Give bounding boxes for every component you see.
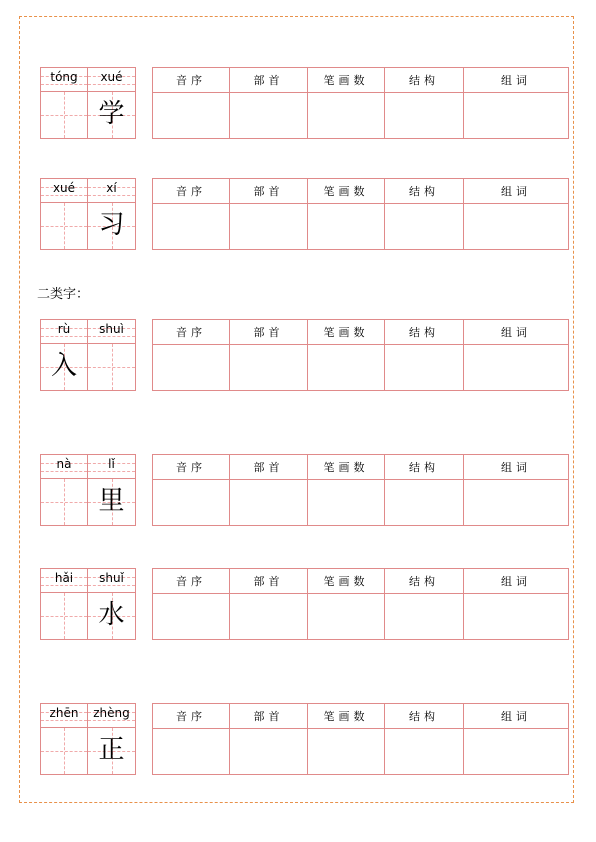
info-header-cell: 组词: [464, 68, 569, 93]
hanzi-box: [41, 593, 87, 639]
info-header-cell: 笔画数: [308, 320, 385, 345]
answer-cell[interactable]: [153, 594, 230, 640]
info-header-cell: 结构: [385, 68, 464, 93]
answer-cell[interactable]: [308, 480, 385, 526]
hanzi-text: 里: [98, 486, 125, 516]
pinyin-text: shuì: [99, 322, 124, 336]
hanzi-text: 入: [50, 351, 77, 381]
answer-cell[interactable]: [230, 480, 308, 526]
answer-cell[interactable]: [464, 345, 569, 391]
answer-cell[interactable]: [385, 594, 464, 640]
answer-cell[interactable]: [308, 729, 385, 775]
tianzige-grid: [40, 67, 136, 139]
info-header-row: [153, 179, 569, 204]
info-header-cell: 笔画数: [308, 704, 385, 729]
hanzi-box: [41, 344, 87, 390]
tianzige-grid: [40, 178, 136, 250]
hanzi-text: 正: [98, 735, 125, 765]
pinyin-box: [88, 569, 135, 593]
pinyin-text: zhēn: [49, 706, 79, 720]
pinyin-text: xí: [106, 181, 117, 195]
pinyin-box: [88, 179, 135, 203]
pinyin-box: [41, 68, 87, 92]
info-header-cell: 结构: [385, 569, 464, 594]
info-header-cell: 音序: [153, 68, 230, 93]
char-cell: [88, 455, 135, 525]
char-cell: [88, 68, 135, 138]
info-header-cell: 音序: [153, 704, 230, 729]
info-header-cell: 组词: [464, 179, 569, 204]
info-answer-row: [153, 594, 569, 640]
info-answer-row: [153, 204, 569, 250]
info-table: [152, 454, 569, 526]
answer-cell[interactable]: [464, 480, 569, 526]
info-header-cell: 部首: [230, 455, 308, 480]
answer-cell[interactable]: [464, 204, 569, 250]
info-header-cell: 结构: [385, 179, 464, 204]
tianzige-grid: [40, 454, 136, 526]
info-answer-row: [153, 729, 569, 775]
hanzi-box: [41, 203, 87, 249]
answer-cell[interactable]: [153, 729, 230, 775]
info-header-cell: 组词: [464, 455, 569, 480]
answer-cell[interactable]: [153, 345, 230, 391]
info-header-cell: 部首: [230, 704, 308, 729]
answer-cell[interactable]: [230, 594, 308, 640]
pinyin-text: hǎi: [54, 571, 74, 585]
answer-cell[interactable]: [230, 93, 308, 139]
pinyin-text: shuǐ: [99, 571, 124, 585]
pinyin-text: zhèng: [93, 706, 130, 720]
answer-cell[interactable]: [385, 204, 464, 250]
info-header-cell: 音序: [153, 569, 230, 594]
info-header-cell: 部首: [230, 179, 308, 204]
answer-cell[interactable]: [385, 345, 464, 391]
char-cell: [41, 455, 88, 525]
info-header-cell: 音序: [153, 320, 230, 345]
answer-cell[interactable]: [308, 345, 385, 391]
info-header-cell: 笔画数: [308, 455, 385, 480]
info-header-cell: 部首: [230, 320, 308, 345]
char-cell: [88, 569, 135, 639]
answer-cell[interactable]: [464, 729, 569, 775]
info-table: [152, 568, 569, 640]
info-table: [152, 319, 569, 391]
answer-cell[interactable]: [308, 594, 385, 640]
answer-cell[interactable]: [230, 204, 308, 250]
info-answer-row: [153, 345, 569, 391]
char-cell: [88, 320, 135, 390]
hanzi-box: [88, 344, 135, 390]
info-header-cell: 组词: [464, 320, 569, 345]
info-table: [152, 703, 569, 775]
info-header-cell: 部首: [230, 569, 308, 594]
pinyin-box: [41, 455, 87, 479]
info-header-row: [153, 455, 569, 480]
answer-cell[interactable]: [308, 93, 385, 139]
hanzi-box: [88, 728, 135, 774]
info-header-cell: 笔画数: [308, 179, 385, 204]
info-table: [152, 67, 569, 139]
hanzi-box: [88, 593, 135, 639]
info-header-row: [153, 68, 569, 93]
answer-cell[interactable]: [385, 93, 464, 139]
info-header-cell: 结构: [385, 455, 464, 480]
pinyin-box: [88, 704, 135, 728]
info-answer-row: [153, 480, 569, 526]
pinyin-box: [88, 455, 135, 479]
entry-row: [0, 67, 596, 141]
info-header-row: [153, 320, 569, 345]
tianzige-grid: [40, 319, 136, 391]
answer-cell[interactable]: [230, 729, 308, 775]
answer-cell[interactable]: [308, 204, 385, 250]
entry-row: [0, 703, 596, 777]
answer-cell[interactable]: [153, 204, 230, 250]
entry-row: [0, 178, 596, 252]
char-cell: [88, 704, 135, 774]
info-header-row: [153, 704, 569, 729]
pinyin-text: xué: [52, 181, 76, 195]
pinyin-text: nà: [56, 457, 72, 471]
pinyin-text: rù: [57, 322, 71, 336]
info-header-cell: 笔画数: [308, 569, 385, 594]
pinyin-text: xué: [100, 70, 123, 84]
info-header-cell: 结构: [385, 320, 464, 345]
hanzi-text: 学: [98, 99, 125, 129]
pinyin-box: [41, 704, 87, 728]
info-table: [152, 178, 569, 250]
info-header-cell: 音序: [153, 179, 230, 204]
hanzi-box: [88, 203, 135, 249]
tianzige-grid: [40, 703, 136, 775]
answer-cell[interactable]: [153, 93, 230, 139]
hanzi-box: [41, 479, 87, 525]
pinyin-box: [88, 68, 135, 92]
answer-cell[interactable]: [464, 594, 569, 640]
entry-row: [0, 454, 596, 528]
tianzige-grid: [40, 568, 136, 640]
hanzi-box: [88, 479, 135, 525]
info-header-cell: 结构: [385, 704, 464, 729]
pinyin-box: [88, 320, 135, 344]
info-answer-row: [153, 93, 569, 139]
hanzi-text: 水: [98, 600, 125, 630]
hanzi-box: [88, 92, 135, 138]
hanzi-box: [41, 92, 87, 138]
entry-row: [0, 568, 596, 642]
char-cell: [41, 704, 88, 774]
pinyin-text: tóng: [50, 70, 78, 84]
info-header-cell: 组词: [464, 569, 569, 594]
info-header-cell: 笔画数: [308, 68, 385, 93]
char-cell: [41, 68, 88, 138]
info-header-row: [153, 569, 569, 594]
char-cell: [41, 179, 88, 249]
info-header-cell: 音序: [153, 455, 230, 480]
char-cell: [41, 320, 88, 390]
answer-cell[interactable]: [230, 345, 308, 391]
hanzi-box: [41, 728, 87, 774]
pinyin-box: [41, 179, 87, 203]
answer-cell[interactable]: [464, 93, 569, 139]
info-header-cell: 部首: [230, 68, 308, 93]
section-label: 二类字：: [37, 287, 90, 302]
char-cell: [41, 569, 88, 639]
info-header-cell: 组词: [464, 704, 569, 729]
pinyin-box: [41, 320, 87, 344]
char-cell: [88, 179, 135, 249]
entry-row: [0, 319, 596, 393]
pinyin-text: lǐ: [108, 457, 115, 471]
pinyin-box: [41, 569, 87, 593]
hanzi-text: 习: [98, 210, 125, 240]
answer-cell[interactable]: [385, 729, 464, 775]
answer-cell[interactable]: [153, 480, 230, 526]
answer-cell[interactable]: [385, 480, 464, 526]
